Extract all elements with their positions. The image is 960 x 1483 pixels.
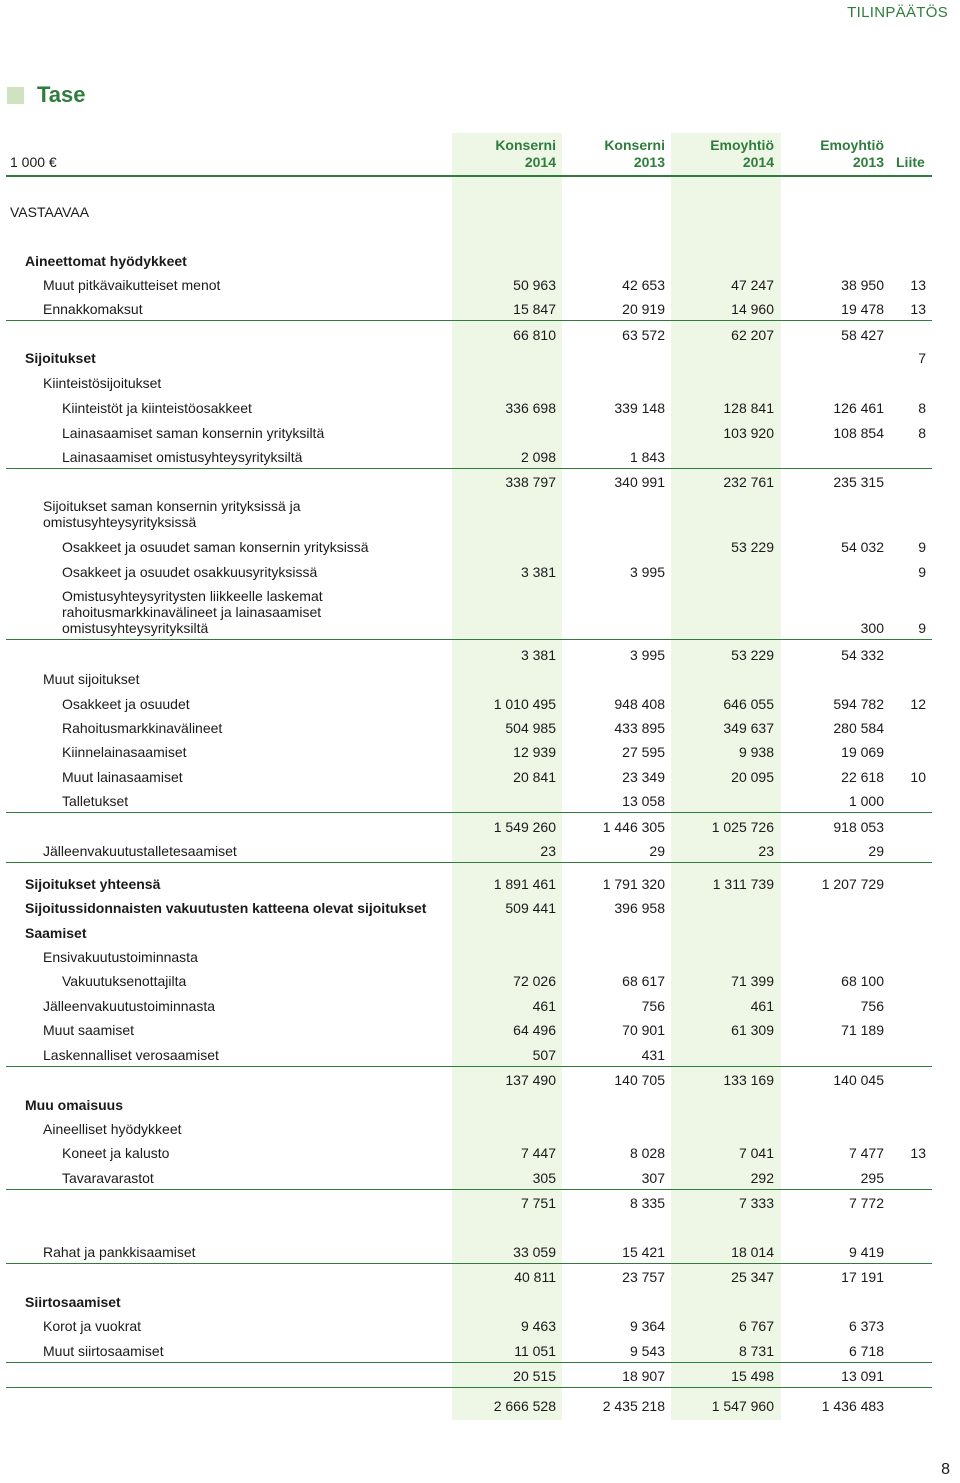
row-label: omistusyhteysyrityksissä [43,514,197,530]
col-header-konserni-2014: Konserni 2014 [495,137,556,170]
page-title: Tase [37,82,86,107]
row-value: 509 441 [505,900,556,916]
row-value: 1 436 483 [821,1398,884,1414]
row-value: 53 229 [731,647,774,663]
row-label: Sijoitukset [25,350,96,366]
row-value: 9 364 [629,1318,665,1334]
row-label: Saamiset [25,925,87,941]
row-label: Kiinnelainasaamiset [62,744,187,760]
row-value: 307 [641,1170,665,1186]
table-row [0,539,960,559]
row-value: 19 478 [841,301,884,317]
row-divider [6,320,932,321]
row-value: 58 427 [841,327,884,343]
row-value: 300 [860,620,884,636]
row-value: 7 477 [848,1145,884,1161]
row-value: 305 [532,1170,556,1186]
row-value: 15 847 [513,301,556,317]
row-value: 340 991 [614,474,665,490]
table-row [0,327,960,347]
row-value: 15 498 [731,1368,774,1384]
row-label: Tavaravarastot [62,1170,154,1186]
row-value: 7 751 [520,1195,556,1211]
row-value: 25 347 [731,1269,774,1285]
row-value: 6 373 [848,1318,884,1334]
row-note: 8 [918,425,926,441]
row-value: 3 995 [629,564,665,580]
row-value: 336 698 [505,400,556,416]
row-value: 63 572 [622,327,665,343]
row-value: 507 [532,1047,556,1063]
row-divider [6,862,932,863]
table-row [0,876,960,896]
row-value: 232 761 [723,474,774,490]
row-value: 9 938 [738,744,774,760]
row-divider [6,1066,932,1067]
row-note: 9 [918,564,926,580]
row-value: 62 207 [731,327,774,343]
row-value: 8 731 [738,1343,774,1359]
row-value: 7 772 [848,1195,884,1211]
table-row [0,1097,960,1117]
row-value: 17 191 [841,1269,884,1285]
row-label: Osakkeet ja osuudet [62,696,190,712]
row-value: 126 461 [833,400,884,416]
row-value: 2 098 [520,449,556,465]
row-value: 1 549 260 [493,819,556,835]
row-value: 33 059 [513,1244,556,1260]
row-label: Muut pitkävaikutteiset menot [43,277,221,293]
table-row [0,1343,960,1363]
row-value: 18 014 [731,1244,774,1260]
table-row [0,277,960,297]
table-row [0,301,960,321]
row-value: 504 985 [505,720,556,736]
row-note: 8 [918,400,926,416]
row-value: 7 333 [738,1195,774,1211]
table-row [0,1195,960,1215]
table-row [0,1145,960,1165]
table-row [0,744,960,764]
row-value: 9 419 [848,1244,884,1260]
col-header-konserni-2013: Konserni 2013 [604,137,665,170]
row-label: Muut saamiset [43,1022,135,1038]
row-value: 646 055 [723,696,774,712]
row-value: 594 782 [833,696,884,712]
row-value: 7 447 [520,1145,556,1161]
section-header: TILINPÄÄTÖS [847,4,948,21]
table-row [0,949,960,969]
table-row [0,400,960,420]
row-value: 71 399 [731,973,774,989]
unit-label: 1 000 € [10,154,57,170]
row-value: 27 595 [622,744,665,760]
row-value: 9 543 [629,1343,665,1359]
row-value: 8 028 [629,1145,665,1161]
row-value: 1 791 320 [602,876,665,892]
row-value: 20 841 [513,769,556,785]
row-label: Ennakkomaksut [43,301,143,317]
table-row [0,474,960,494]
row-value: 54 332 [841,647,884,663]
row-label: rahoitusmarkkinavälineet ja lainasaamiset [62,604,322,620]
table-row [0,449,960,469]
table-row [0,1244,960,1264]
row-value: 71 189 [841,1022,884,1038]
row-value: 103 920 [723,425,774,441]
row-divider [6,1189,932,1190]
col-header-emoyhtio-2013: Emoyhtiö 2013 [820,137,884,170]
table-row [0,425,960,445]
table-row [0,350,960,370]
table-row [0,1398,960,1418]
table-row [0,671,960,691]
row-label: Sijoitussidonnaisten vakuutusten katteena olevat sijoitukset [25,900,427,916]
row-value: 1 010 495 [493,696,556,712]
row-value: 19 069 [841,744,884,760]
row-value: 53 229 [731,539,774,555]
row-value: 235 315 [833,474,884,490]
row-label: Kiinteistösijoitukset [43,375,162,391]
table-row [0,769,960,789]
row-label: Lainasaamiset omistusyhteysyrityksiltä [62,449,303,465]
row-label: Rahoitusmarkkinavälineet [62,720,223,736]
row-label: Muut sijoitukset [43,671,140,687]
row-label: Vakuutuksenottajilta [62,973,187,989]
row-value: 42 653 [622,277,665,293]
row-value: 66 810 [513,327,556,343]
row-label: Aineettomat hyödykkeet [25,253,187,269]
row-value: 13 058 [622,793,665,809]
row-note: 12 [910,696,926,712]
row-value: 292 [750,1170,774,1186]
row-value: 29 [649,843,665,859]
row-value: 61 309 [731,1022,774,1038]
table-row [0,1072,960,1092]
table-row [0,1294,960,1314]
row-value: 128 841 [723,400,774,416]
row-label: Ensivakuutustoiminnasta [43,949,198,965]
row-value: 461 [750,998,774,1014]
row-note: 9 [918,539,926,555]
table-row [0,204,960,224]
row-value: 18 907 [622,1368,665,1384]
row-value: 29 [868,843,884,859]
row-label: Lainasaamiset saman konsernin yrityksiltä [62,425,325,441]
row-value: 68 617 [622,973,665,989]
row-note: 13 [910,1145,926,1161]
row-value: 14 960 [731,301,774,317]
row-value: 396 958 [614,900,665,916]
row-value: 140 045 [833,1072,884,1088]
row-label: Aineelliset hyödykkeet [43,1121,182,1137]
table-row [0,647,960,667]
table-row [0,1121,960,1141]
table-row [0,375,960,395]
row-value: 38 950 [841,277,884,293]
row-label: Korot ja vuokrat [43,1318,142,1334]
row-value: 22 618 [841,769,884,785]
row-divider [6,812,932,813]
row-label: Muu omaisuus [25,1097,124,1113]
row-value: 23 349 [622,769,665,785]
table-row [0,793,960,813]
row-label: Koneet ja kalusto [62,1145,170,1161]
table-row [0,973,960,993]
table-row [0,1170,960,1190]
table-row [0,514,960,534]
row-value: 23 [540,843,556,859]
row-label: Talletukset [62,793,129,809]
row-value: 1 446 305 [602,819,665,835]
row-label: Sijoitukset yhteensä [25,876,161,892]
row-value: 339 148 [614,400,665,416]
row-value: 13 091 [841,1368,884,1384]
row-value: 20 919 [622,301,665,317]
row-label: Jälleenvakuutustoiminnasta [43,998,215,1014]
row-label: Omistusyhteysyritysten liikkeelle laskemat [62,588,323,604]
table-row [0,620,960,640]
row-value: 461 [532,998,556,1014]
row-label: Laskennalliset verosaamiset [43,1047,219,1063]
row-value: 338 797 [505,474,556,490]
row-value: 108 854 [833,425,884,441]
row-value: 295 [860,1170,884,1186]
row-label: Rahat ja pankkisaamiset [43,1244,196,1260]
row-divider [6,468,932,469]
row-label: Muut siirtosaamiset [43,1343,164,1359]
row-value: 6 718 [848,1343,884,1359]
table-row [0,843,960,863]
table-row [0,696,960,716]
row-divider [6,1263,932,1264]
row-value: 948 408 [614,696,665,712]
row-value: 20 515 [513,1368,556,1384]
row-label: Osakkeet ja osuudet osakkuusyrityksissä [62,564,318,580]
col-header-liite: Liite [896,154,925,170]
row-value: 20 095 [731,769,774,785]
table-row [0,1318,960,1338]
row-value: 1 000 [848,793,884,809]
row-value: 756 [641,998,665,1014]
row-value: 72 026 [513,973,556,989]
row-value: 3 995 [629,647,665,663]
row-value: 15 421 [622,1244,665,1260]
row-value: 23 [758,843,774,859]
col-header-emoyhtio-2014: Emoyhtiö 2014 [710,137,774,170]
row-label: Osakkeet ja osuudet saman konsernin yrityksissä [62,539,369,555]
table-row [0,564,960,584]
row-value: 918 053 [833,819,884,835]
row-value: 133 169 [723,1072,774,1088]
row-label: Muut lainasaamiset [62,769,183,785]
row-value: 349 637 [723,720,774,736]
row-value: 12 939 [513,744,556,760]
row-value: 137 490 [505,1072,556,1088]
row-value: 64 496 [513,1022,556,1038]
row-value: 1 891 461 [493,876,556,892]
row-value: 756 [860,998,884,1014]
row-note: 13 [910,277,926,293]
table-row [0,720,960,740]
row-value: 23 757 [622,1269,665,1285]
row-value: 50 963 [513,277,556,293]
row-value: 1 311 739 [712,876,774,892]
row-value: 7 041 [738,1145,774,1161]
row-label: omistusyhteysyrityksiltä [62,620,209,636]
row-value: 40 811 [514,1269,556,1285]
row-label: Kiinteistöt ja kiinteistöosakkeet [62,400,252,416]
row-note: 7 [918,350,926,366]
row-value: 433 895 [614,720,665,736]
row-label: Sijoitukset saman konsernin yrityksissä ja [43,498,301,514]
table-row [0,1022,960,1042]
row-value: 431 [641,1047,665,1063]
row-value: 1 207 729 [821,876,884,892]
row-value: 140 705 [614,1072,665,1088]
row-divider [6,639,932,640]
row-value: 1 025 726 [711,819,774,835]
table-row [0,1047,960,1067]
row-note: 10 [910,769,926,785]
page-number: 8 [941,1461,950,1478]
row-value: 2 666 528 [493,1398,556,1414]
row-label: Jälleenvakuutustalletesaamiset [43,843,237,859]
row-value: 70 901 [622,1022,665,1038]
row-value: 3 381 [520,564,556,580]
table-row [0,925,960,945]
row-value: 47 247 [731,277,774,293]
row-value: 68 100 [841,973,884,989]
row-value: 54 032 [841,539,884,555]
table-row [0,1368,960,1388]
table-row [0,1269,960,1289]
row-note: 13 [910,301,926,317]
row-divider [6,1387,932,1388]
row-value: 11 051 [514,1343,556,1359]
row-note: 9 [918,620,926,636]
row-value: 2 435 218 [602,1398,665,1414]
row-value: 6 767 [738,1318,774,1334]
row-value: 1 843 [629,449,665,465]
row-value: 1 547 960 [711,1398,774,1414]
table-row [0,819,960,839]
row-value: 9 463 [520,1318,556,1334]
row-value: 3 381 [520,647,556,663]
table-row [0,253,960,273]
row-value: 8 335 [629,1195,665,1211]
table-row [0,998,960,1018]
row-value: 280 584 [833,720,884,736]
row-label: Siirtosaamiset [25,1294,121,1310]
table-row [0,900,960,920]
row-divider [6,1362,932,1363]
row-label: VASTAAVAA [10,204,90,220]
